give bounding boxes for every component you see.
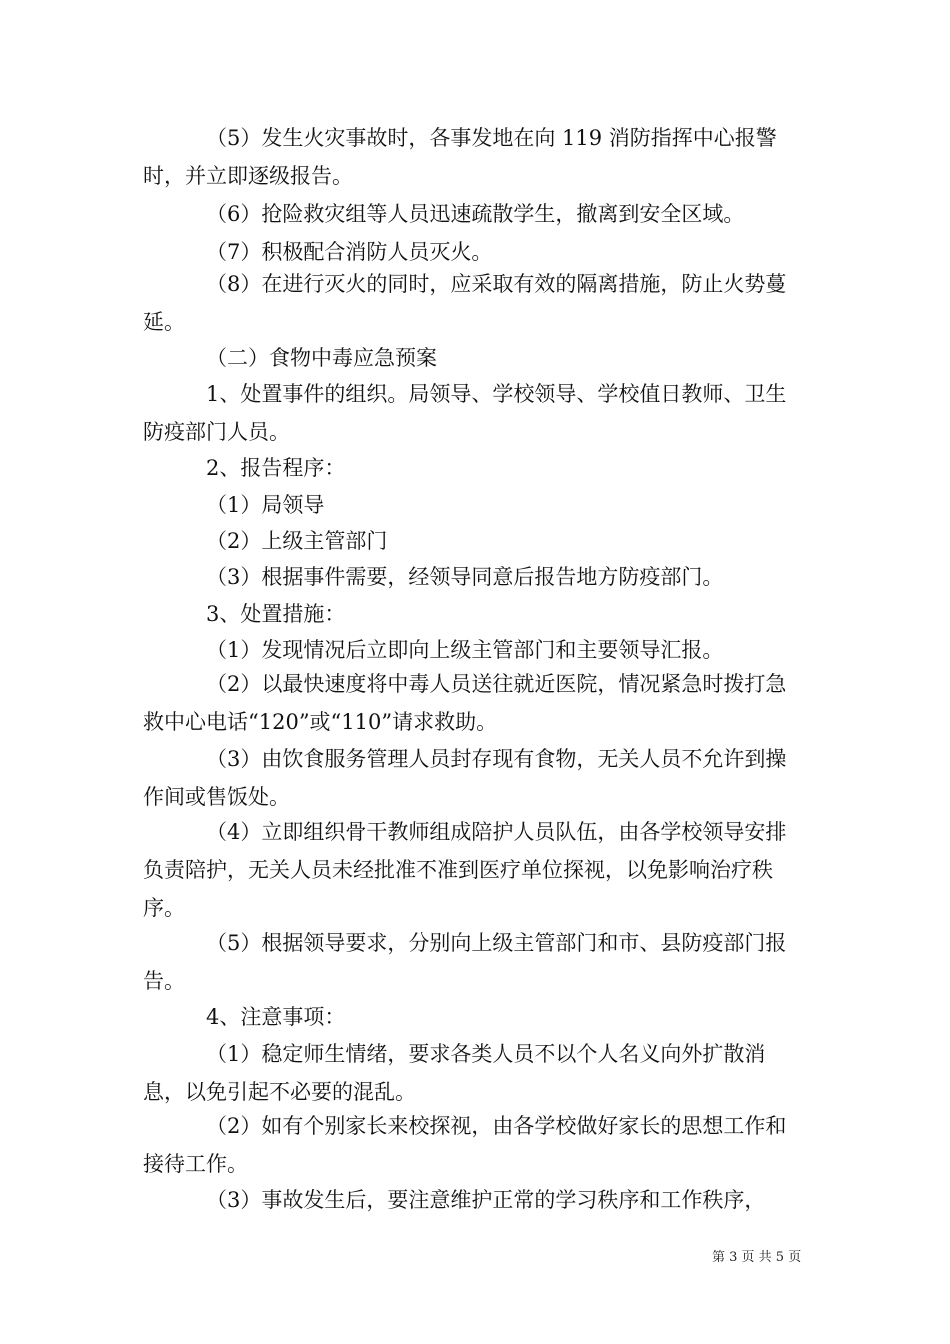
paragraph-measure-4: （4）立即组织骨干教师组成陪护人员队伍，由各学校领导安排负责陪护，无关人员未经批准不准到医疗单位探视，以免影响治疗秩序。 (143, 820, 787, 920)
section-heading-food-poisoning: （二）食物中毒应急预案 (206, 346, 437, 370)
paragraph-fire-7: （7）积极配合消防人员灭火。 (206, 240, 493, 264)
paragraph-organization: 1、处置事件的组织。局领导、学校领导、学校值日教师、卫生防疫部门人员。 (143, 382, 787, 444)
paragraph-fire-6: （6）抢险救灾组等人员迅速疏散学生，撤离到安全区域。 (206, 202, 745, 226)
paragraph-measure-3: （3）由饮食服务管理人员封存现有食物，无关人员不允许到操作间或售饭处。 (143, 747, 787, 809)
paragraph-report-procedure: 2、报告程序： (206, 456, 346, 480)
paragraph-note-2: （2）如有个别家长来校探视，由各学校做好家长的思想工作和接待工作。 (143, 1114, 787, 1176)
paragraph-measure-2: （2）以最快速度将中毒人员送往就近医院，情况紧急时拨打急救中心电话“120”或“110”请求救助。 (143, 672, 787, 734)
paragraph-report-2: （2）上级主管部门 (206, 529, 388, 553)
paragraph-fire-5: （5）发生火灾事故时，各事发地在向 119 消防指挥中心报警时，并立即逐级报告。 (143, 126, 777, 188)
paragraph-notes: 4、注意事项： (206, 1005, 346, 1029)
paragraph-measure-5: （5）根据领导要求，分别向上级主管部门和市、县防疫部门报告。 (143, 931, 787, 993)
paragraph-measure-1: （1）发现情况后立即向上级主管部门和主要领导汇报。 (206, 638, 724, 662)
paragraph-report-3: （3）根据事件需要，经领导同意后报告地方防疫部门。 (206, 565, 724, 589)
paragraph-measures: 3、处置措施： (206, 602, 346, 626)
page-number-footer: 第 3 页 共 5 页 (712, 1250, 802, 1265)
paragraph-report-1: （1）局领导 (206, 493, 325, 517)
paragraph-fire-8: （8）在进行灭火的同时，应采取有效的隔离措施，防止火势蔓延。 (143, 272, 787, 334)
paragraph-note-1: （1）稳定师生情绪，要求各类人员不以个人名义向外扩散消息，以免引起不必要的混乱。 (143, 1042, 766, 1104)
paragraph-note-3: （3）事故发生后，要注意维护正常的学习秩序和工作秩序， (206, 1188, 766, 1212)
